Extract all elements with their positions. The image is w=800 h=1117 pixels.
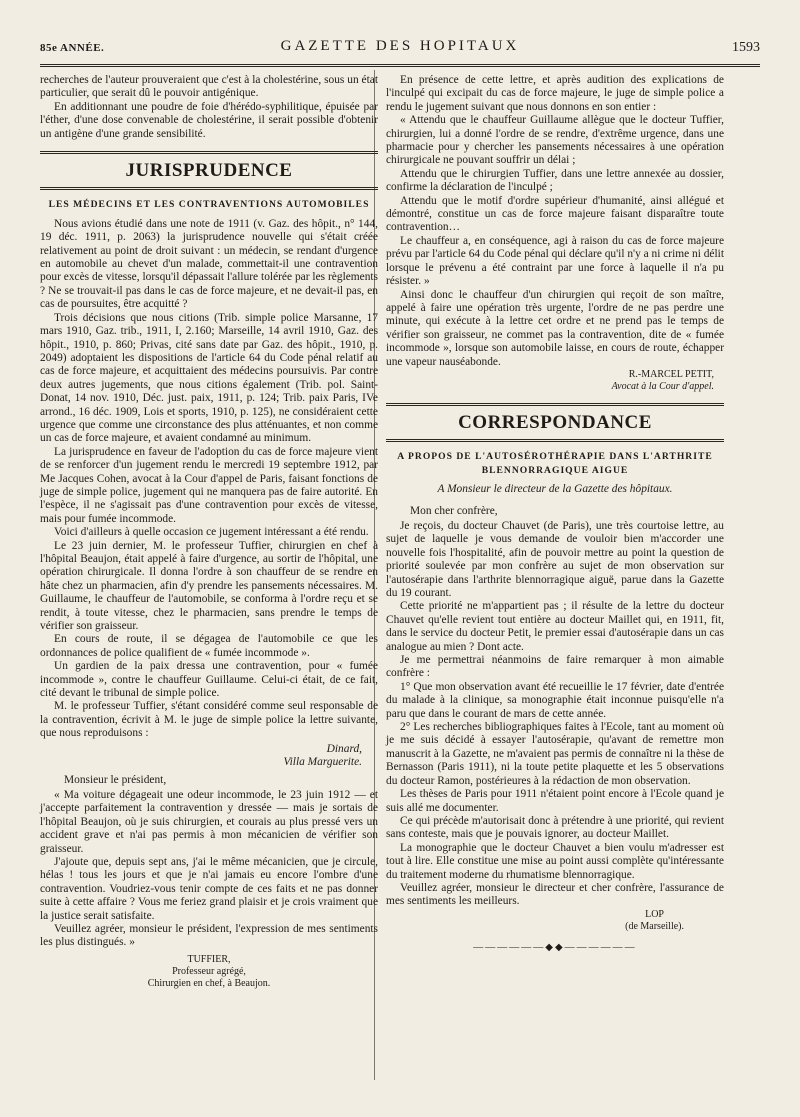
letter-paragraph: Je reçois, du docteur Chauvet (de Paris), une très courtoise lettre, au sujet de laquelle je vous demande de vouloir bien m'accorder une nouvelle fois l'hospitalité, afin de pouvoir mettre au point la question de priorité soulevée par mon confrère au sujet de mon observation sur l'autosérapie dans l'arthrite blennorragique aiguë, parue dans la Gazette du 19 courant. (386, 519, 724, 599)
end-ornament: ——————◆◆—————— (473, 941, 637, 953)
paragraph: Attendu que le motif d'ordre supérieur d'humanité, ainsi allégué et démontré, constitue un cas de force majeure faisant disparaître toute contravention… (386, 194, 724, 234)
letter-paragraph: J'ajoute que, depuis sept ans, j'ai le même mécanicien, que je circule, hélas ! tous les jours et que je n'ai jamais eu encore l'ombre d'une contravention. Voudriez-vous tenir compte de ces faits et ne pas donner suite à cette affaire ? Vous me feriez grand plaisir et je crois vraiment que la justice serait satisfaite. (40, 855, 378, 922)
letter-place-detail: Villa Marguerite. (283, 756, 362, 769)
letter-paragraph: Veuillez agréer, monsieur le directeur et cher confrère, l'assurance de mes sentiments les meilleurs. (386, 881, 724, 908)
letter-address: A Monsieur le directeur de la Gazette des hôpitaux. (437, 483, 673, 496)
left-column (40, 74, 378, 990)
signature-title: Chirurgien en chef, à Beaujon. (147, 977, 271, 989)
paragraph: Un gardien de la paix dressa une contravention, pour « fumée incommode », contre le chauffeur Guillaume. Celui-ci était, de ce fait, cité devant le tribunal de simple police. (40, 660, 378, 700)
section-heading (40, 151, 378, 190)
letter-place: Dinard, (326, 742, 362, 755)
letter-paragraph: Je me permettrai néanmoins de faire remarquer à mon aimable confrère : (386, 654, 724, 680)
paragraph: Le 23 juin dernier, M. le professeur Tuffier, chirurgien en chef à l'hôpital Beaujon, était appelé à faire d'urgence, au sortir de l'hôpital, une opération chirurgicale. Il donna l'ordre à son chauffeur de se rendre en hâte chez un pharmacien, afin d'y prendre les pansements nécessaires. M. Guillaume, le chauffeur de l'automobile, se conforma à l'ordre reçu et se rendit, à toute vitesse, chez le pharmacien, sans prendre le temps de vérifier son graisseur. (40, 539, 378, 633)
paragraph: Attendu que le chirurgien Tuffier, dans une lettre annexée au dossier, confirme la déclaration de l'inculpé ; (386, 167, 724, 194)
letter-paragraph: Cette priorité ne m'appartient pas ; il résulte de la lettre du docteur Chauvet qu'elle revient tout entière au docteur Maillet qui, en 1911, fit, dans le service du docteur Petit, le premier essai d'autosérapie dans un cas analogue au mien ? Dont acte. (386, 600, 724, 653)
page-number: 1593 (732, 40, 760, 55)
header-rule (40, 64, 760, 67)
paragraph: Le chauffeur a, en conséquence, agi à raison du cas de force majeure prévu par l'article 64 du Code pénal qui déclare qu'il n'y a ni crime ni délit lorsque le prévenu a été contraint par une force à laquelle il n'a pu résister. » (386, 234, 724, 288)
letter-signature: TUFFIER, (187, 953, 231, 965)
article-subheading: A PROPOS DE L'AUTOSÉROTHÉRAPIE DANS L'ARTHRITE BLENNORRAGIQUE AIGUE (397, 451, 713, 476)
edition-label: 85e ANNÉE. (40, 42, 105, 54)
section-title-correspondance: CORRESPONDANCE (458, 411, 652, 433)
paragraph: Nous avions étudié dans une note de 1911 (v. Gaz. des hôpit., n° 144, 19 déc. 1911, p. 2063) la jurisprudence nouvelle qui s'était créée relativement au point de droit suivant : un médecin, se rendant d'urgence en automobile au chevet d'un malade, commettait-il une contravention pour excès de vitesse, lorsqu'il dépassait l'allure tolérée par les règlements ? Ne se trouvait-il pas dans le cas de force majeure, et ne devait-il pas, en cas de poursuites, être acquitté ? (40, 217, 378, 311)
letter-paragraph: Ce qui précède m'autorisait donc à prétendre à une priorité, qui revient sans conteste, mais que je pouvais ignorer, au docteur Maillet. (386, 814, 724, 841)
paragraph: « Attendu que le chauffeur Guillaume allègue que le docteur Tuffier, chirurgien, lui a donné l'ordre de se rendre, d'extrême urgence, dans une pharmacie pour y chercher les pansements nécessaires à une opération chirurgicale ne pouvant souffrir un délai ; (386, 114, 724, 167)
letter-paragraph: Les thèses de Paris pour 1911 n'étaient point encore à l'Ecole quand je suis allé me documenter. (386, 788, 724, 814)
paragraph: Trois décisions que nous citions (Trib. simple police Marsanne, 17 mars 1910, Gaz. trib., 1911, I, 2.160; Marseille, 14 avril 1910, Gaz. des hôpit., 1910, p. 860; Privas, cité sans date par Gaz. des hôpit., 1910, p. 2049) adoptaient les dispositions de l'article 64 du Code pénal relatif au cas de force majeure, et acquittaient des médecins poursuivis. Par contre deux autres jugements, que nous citions également (Trib. pol. Saint-Donat, 14 nov. 1910, Déc. just. paix, 1911, p. 124; Trib. paix Paris, IVe arrond., 16 déc. 1909, Lois et sports, 1910, p. 125), ne considéraient cette urgence que comme une circonstance des plus atténuantes, et non comme un cas de force majeure, et avaient condamné au minimum. (40, 311, 378, 445)
paragraph: En présence de cette lettre, et après audition des explications de l'inculpé qui excipait du cas de force majeure, le juge de simple police a rendu le jugement suivant que nous donnons en son entier : (386, 74, 724, 113)
letter-salutation: Monsieur le président, (64, 773, 167, 786)
letter-paragraph: 1° Que mon observation avant été recueillie le 17 février, date d'entrée du malade à la clinique, sa monographie était inconnue puisqu'elle n'a paru que dans le courant de mars de cette année. (386, 680, 724, 720)
author-title: Avocat à la Cour d'appel. (611, 380, 714, 392)
letter-signer: LOP (645, 908, 664, 920)
page-header (40, 38, 760, 62)
section-title-jurisprudence: JURISPRUDENCE (125, 160, 293, 182)
paragraph: M. le professeur Tuffier, s'étant considéré comme seul responsable de la contravention, écrivit à M. le juge de simple police la lettre suivante, que nous reproduisons : (40, 700, 378, 740)
letter-paragraph: « Ma voiture dégageait une odeur incommode, le 23 juin 1912 — et j'accepte parfaitement la contravention y dressée — mais je sortais de l'hôpital Beaujon, où je suis chirurgien, et courais au plus pressé vers un accident grave et n'ai pas permis à mon mécanicien de vérifier son graisseur. (40, 788, 378, 855)
paragraph: recherches de l'auteur prouveraient que c'est à la cholestérine, sous un état particulier, que serait dû le pouvoir antigénique. (40, 74, 378, 100)
paragraph: Voici d'ailleurs à quelle occasion ce jugement intéressant a été rendu. (54, 526, 369, 539)
section-heading (386, 403, 724, 442)
signer-place: (de Marseille). (625, 920, 684, 932)
letter-paragraph: La monographie que le docteur Chauvet a bien voulu m'adresser est tout à lire. Elle constitue une mise au point aussi complète qu'intéressante du traitement moderne du rhumatisme blennorragique. (386, 841, 724, 881)
letter-paragraph: 2° Les recherches bibliographiques faites à l'Ecole, tant au moment où je me suis décidé à essayer l'autosérapie, qu'avant de remettre mon manuscrit à la Gazette, ne m'avaient pas permis de connaître ni la thèse de Bernasson (Paris 1911), ni la toute petite plaquette et les 5 observations du docteur Ramon, postérieures à la rédaction de mon observation. (386, 721, 724, 787)
article-subheading: LES MÉDECINS ET LES CONTRAVENTIONS AUTOMOBILES (48, 199, 370, 211)
paragraph: En additionnant une poudre de foie d'hérédo-syphilitique, épuisée par l'éther, d'une dose convenable de cholestérine, il serait possible d'obtenir un antigène d'une grande sensibilité. (40, 100, 378, 140)
signature-title: Professeur agrégé, (172, 965, 246, 977)
journal-title: GAZETTE DES HOPITAUX (280, 38, 520, 54)
article-author: R.-MARCEL PETIT, (628, 368, 714, 380)
paragraph: La jurisprudence en faveur de l'adoption du cas de force majeure vient de se renforcer d'un jugement rendu le mercredi 19 septembre 1912, par Me Jacques Cohen, avocat à la Cour d'appel de Paris, faisant fonctions de juge de simple police, jugement qui ne manquera pas de faire autorité. En l'espèce, il ne s'agissait pas d'une contravention pour excès de vitesse, mais pour fumée incommode. (40, 445, 378, 525)
letter-salutation: Mon cher confrère, (410, 504, 498, 517)
paragraph: Ainsi donc le chauffeur d'un chirurgien qui reçoit de son maître, appelé à faire une opération très urgente, l'ordre de ne pas perdre une minute, qui exécute à la lettre cet ordre et ne prend pas le temps de vérifier son graisseur, ne commet pas la contravention, dite de « fumée incommode », lorsque son automobile laisse, en cours de route, échapper une vapeur nauséabonde. (386, 288, 724, 368)
paragraph: En cours de route, il se dégagea de l'automobile ce que les ordonnances de police qualifient de « fumée incommode ». (40, 633, 378, 659)
letter-paragraph: Veuillez agréer, monsieur le président, l'expression de mes sentiments les plus distingués. » (40, 922, 378, 949)
right-column (386, 74, 724, 954)
